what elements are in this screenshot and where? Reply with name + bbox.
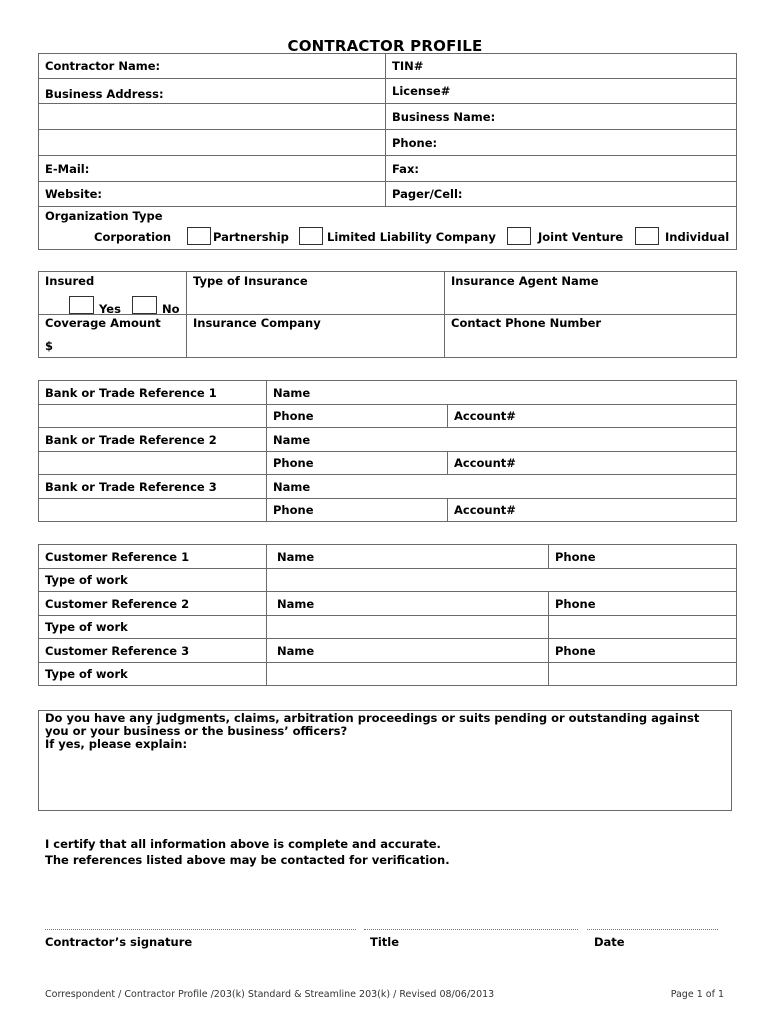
contractor-name-field[interactable]: Contractor Name:: [39, 54, 386, 79]
bank-reference-3-label: Bank or Trade Reference 3: [39, 475, 267, 499]
business-address-field[interactable]: Business Address:: [39, 79, 386, 104]
customer-reference-3-label: Customer Reference 3: [39, 639, 267, 663]
business-address-line2[interactable]: [39, 104, 386, 130]
bank-reference-3-blank[interactable]: [39, 499, 267, 522]
license-field[interactable]: License#: [386, 79, 737, 104]
business-address-line3[interactable]: [39, 130, 386, 156]
phone-field[interactable]: Phone:: [386, 130, 737, 156]
business-name-field[interactable]: Business Name:: [386, 104, 737, 130]
certification-line1: I certify that all information above is complete and accurate.: [45, 837, 441, 851]
email-field[interactable]: E-Mail:: [39, 156, 386, 182]
insured-cell: [39, 272, 187, 315]
organization-type-row: [39, 207, 737, 250]
org-corporation-label: Corporation: [94, 230, 172, 244]
page-title: CONTRACTOR PROFILE: [287, 37, 483, 55]
org-llc-checkbox[interactable]: [507, 227, 531, 245]
bank-reference-2-blank[interactable]: [39, 452, 267, 475]
coverage-amount-label: Coverage Amount: [45, 316, 161, 330]
customer-reference-3-type-label: Type of work: [39, 663, 267, 686]
customer-reference-2-type-extra[interactable]: [549, 616, 737, 639]
customer-reference-2-label: Customer Reference 2: [39, 592, 267, 616]
org-llc-label: Limited Liability Company: [327, 230, 496, 244]
coverage-amount-cell[interactable]: [39, 315, 187, 358]
judgments-question-line1: Do you have any judgments, claims, arbitration proceedings or suits pending or outstanding against: [45, 711, 700, 725]
certification-text: [45, 836, 450, 868]
bank-reference-2-name[interactable]: Name: [267, 428, 737, 452]
insured-no-checkbox[interactable]: [132, 296, 157, 314]
insured-yes-label: Yes: [99, 302, 121, 315]
bank-reference-3-account[interactable]: Account#: [448, 499, 737, 522]
insured-label: Insured: [45, 274, 95, 288]
customer-reference-1-label: Customer Reference 1: [39, 545, 267, 569]
org-partnership-label: Partnership: [213, 230, 289, 244]
footer-form-info: Correspondent / Contractor Profile /203(k) Standard & Streamline 203(k) / Revised 08/06/2013: [45, 989, 495, 1000]
judgments-explain-label: If yes, please explain:: [45, 737, 188, 751]
customer-reference-3-type-field[interactable]: [267, 663, 549, 686]
org-partnership-checkbox[interactable]: [299, 227, 323, 245]
org-joint-venture-label: Joint Venture: [538, 230, 624, 244]
bank-reference-2-phone[interactable]: Phone: [267, 452, 448, 475]
type-of-insurance-field[interactable]: Type of Insurance: [187, 272, 445, 315]
organization-type-label: Organization Type: [45, 209, 163, 223]
customer-reference-2-type-field[interactable]: [267, 616, 549, 639]
contractor-signature-line[interactable]: [45, 929, 356, 930]
title-line[interactable]: [364, 929, 578, 930]
insurance-table: [38, 271, 737, 358]
org-individual-label: Individual: [665, 230, 730, 244]
dollar-sign: $: [45, 339, 54, 353]
org-corporation-checkbox[interactable]: [187, 227, 211, 245]
insurance-agent-name-field[interactable]: Insurance Agent Name: [445, 272, 737, 315]
insurance-company-field[interactable]: Insurance Company: [187, 315, 445, 358]
insured-yes-checkbox[interactable]: [69, 296, 94, 314]
bank-reference-1-label: Bank or Trade Reference 1: [39, 381, 267, 405]
contractor-signature-label: Contractor’s signature: [45, 935, 193, 949]
website-field[interactable]: Website:: [39, 182, 386, 207]
bank-reference-1-phone[interactable]: Phone: [267, 405, 448, 428]
customer-references-table: [38, 544, 737, 686]
customer-reference-2-phone[interactable]: Phone: [549, 592, 737, 616]
org-joint-venture-checkbox[interactable]: [635, 227, 659, 245]
customer-reference-3-type-extra[interactable]: [549, 663, 737, 686]
customer-reference-1-type-field[interactable]: [267, 569, 737, 592]
contractor-info-table: [38, 53, 737, 250]
bank-reference-1-name[interactable]: Name: [267, 381, 737, 405]
judgments-question-line2: you or your business or the business’ officers?: [45, 724, 348, 738]
fax-field[interactable]: Fax:: [386, 156, 737, 182]
bank-reference-2-label: Bank or Trade Reference 2: [39, 428, 267, 452]
bank-references-table: [38, 380, 737, 522]
judgments-explanation-box[interactable]: [38, 710, 732, 811]
customer-reference-2-type-label: Type of work: [39, 616, 267, 639]
insured-no-label: No: [162, 302, 180, 315]
bank-reference-1-blank[interactable]: [39, 405, 267, 428]
customer-reference-3-name[interactable]: Name: [267, 639, 549, 663]
bank-reference-1-account[interactable]: Account#: [448, 405, 737, 428]
bank-reference-3-name[interactable]: Name: [267, 475, 737, 499]
certification-line2: The references listed above may be contacted for verification.: [45, 853, 450, 867]
customer-reference-1-name[interactable]: Name: [267, 545, 549, 569]
bank-reference-2-account[interactable]: Account#: [448, 452, 737, 475]
customer-reference-3-phone[interactable]: Phone: [549, 639, 737, 663]
bank-reference-3-phone[interactable]: Phone: [267, 499, 448, 522]
date-line[interactable]: [587, 929, 718, 930]
tin-field[interactable]: TIN#: [386, 54, 737, 79]
pager-cell-field[interactable]: Pager/Cell:: [386, 182, 737, 207]
title-label: Title: [370, 935, 400, 949]
contact-phone-field[interactable]: Contact Phone Number: [445, 315, 737, 358]
customer-reference-1-type-label: Type of work: [39, 569, 267, 592]
date-label: Date: [594, 935, 625, 949]
customer-reference-2-name[interactable]: Name: [267, 592, 549, 616]
footer-page-number: Page 1 of 1: [670, 989, 724, 1000]
customer-reference-1-phone[interactable]: Phone: [549, 545, 737, 569]
